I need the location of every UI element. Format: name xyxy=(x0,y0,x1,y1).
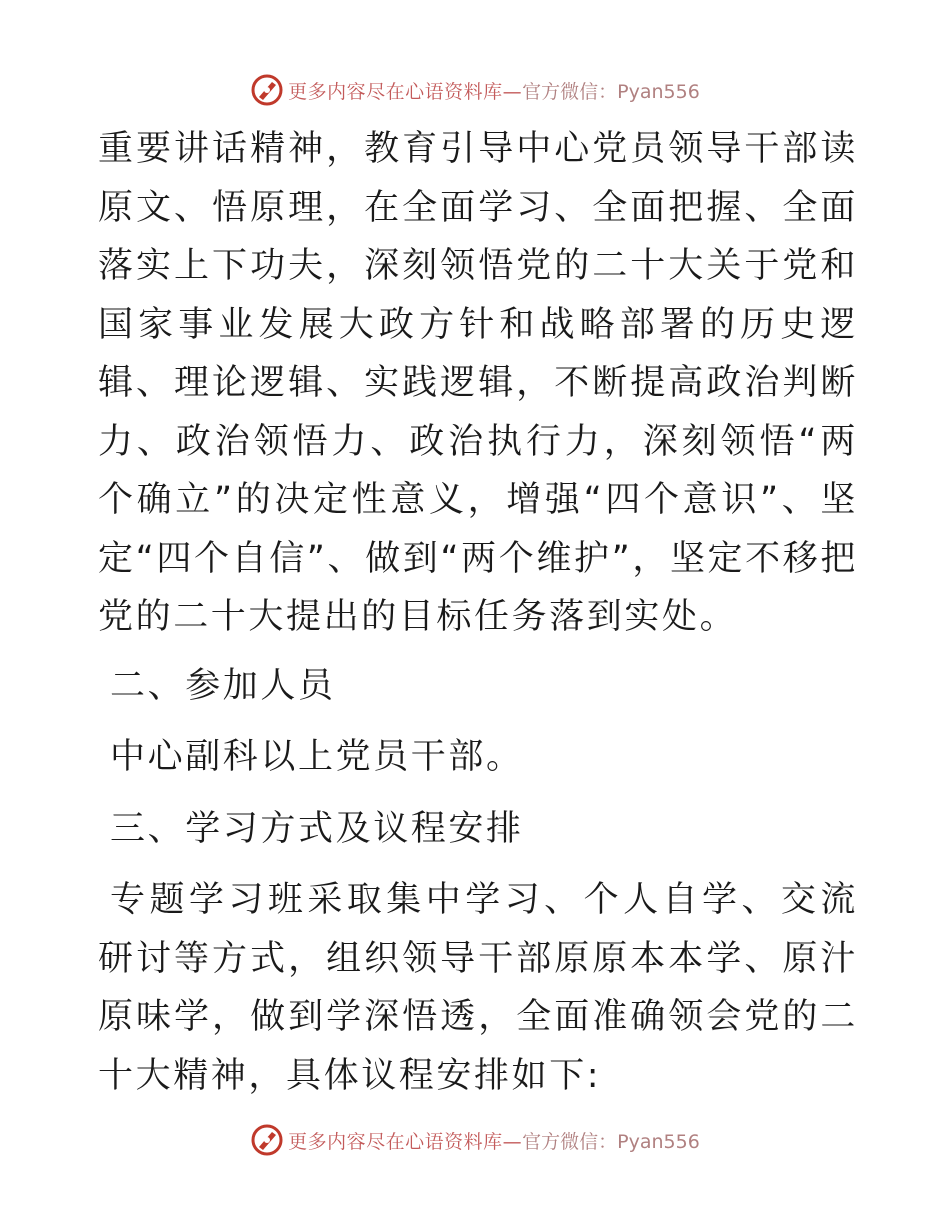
body-paragraph-1: 重要讲话精神，教育引导中心党员领导干部读原文、悟原理，在全面学习、全面把握、全面落实上下功夫，深刻领悟党的二十大关于党和国家事业发展大政方针和战略部署的历史逻辑、理论逻辑、实践逻辑，不断提高政治判断力、政治领悟力、政治执行力，深刻领悟“两个确立”的决定性意义，增强“四个意识”、坚定“四个自信”、做到“两个维护”，坚定不移把党的二十大提出的目标任务落到实处。 xyxy=(98,129,858,637)
watermark-text: 更多内容尽在心语资料库— xyxy=(288,1130,523,1153)
watermark-wechat: 官方微信：Pyan556 xyxy=(522,80,700,103)
body-paragraph-2: 中心副科以上党员干部。 xyxy=(110,737,524,777)
watermark-wechat: 官方微信：Pyan556 xyxy=(522,1130,700,1153)
header-watermark xyxy=(0,70,950,110)
document-body xyxy=(98,120,858,1105)
logo-icon xyxy=(250,1123,284,1157)
section-heading-2: 二、参加人员 xyxy=(110,665,336,706)
section-heading-3: 三、学习方式及议程安排 xyxy=(110,808,524,849)
watermark-text: 更多内容尽在心语资料库— xyxy=(288,80,523,103)
body-paragraph-3: 专题学习班采取集中学习、个人自学、交流研讨等方式，组织领导干部原原本本学、原汁原味学，做到学深悟透，全面准确领会党的二十大精神，具体议程安排如下: xyxy=(98,880,858,1096)
footer-watermark xyxy=(0,1120,950,1160)
logo-icon xyxy=(250,73,284,107)
